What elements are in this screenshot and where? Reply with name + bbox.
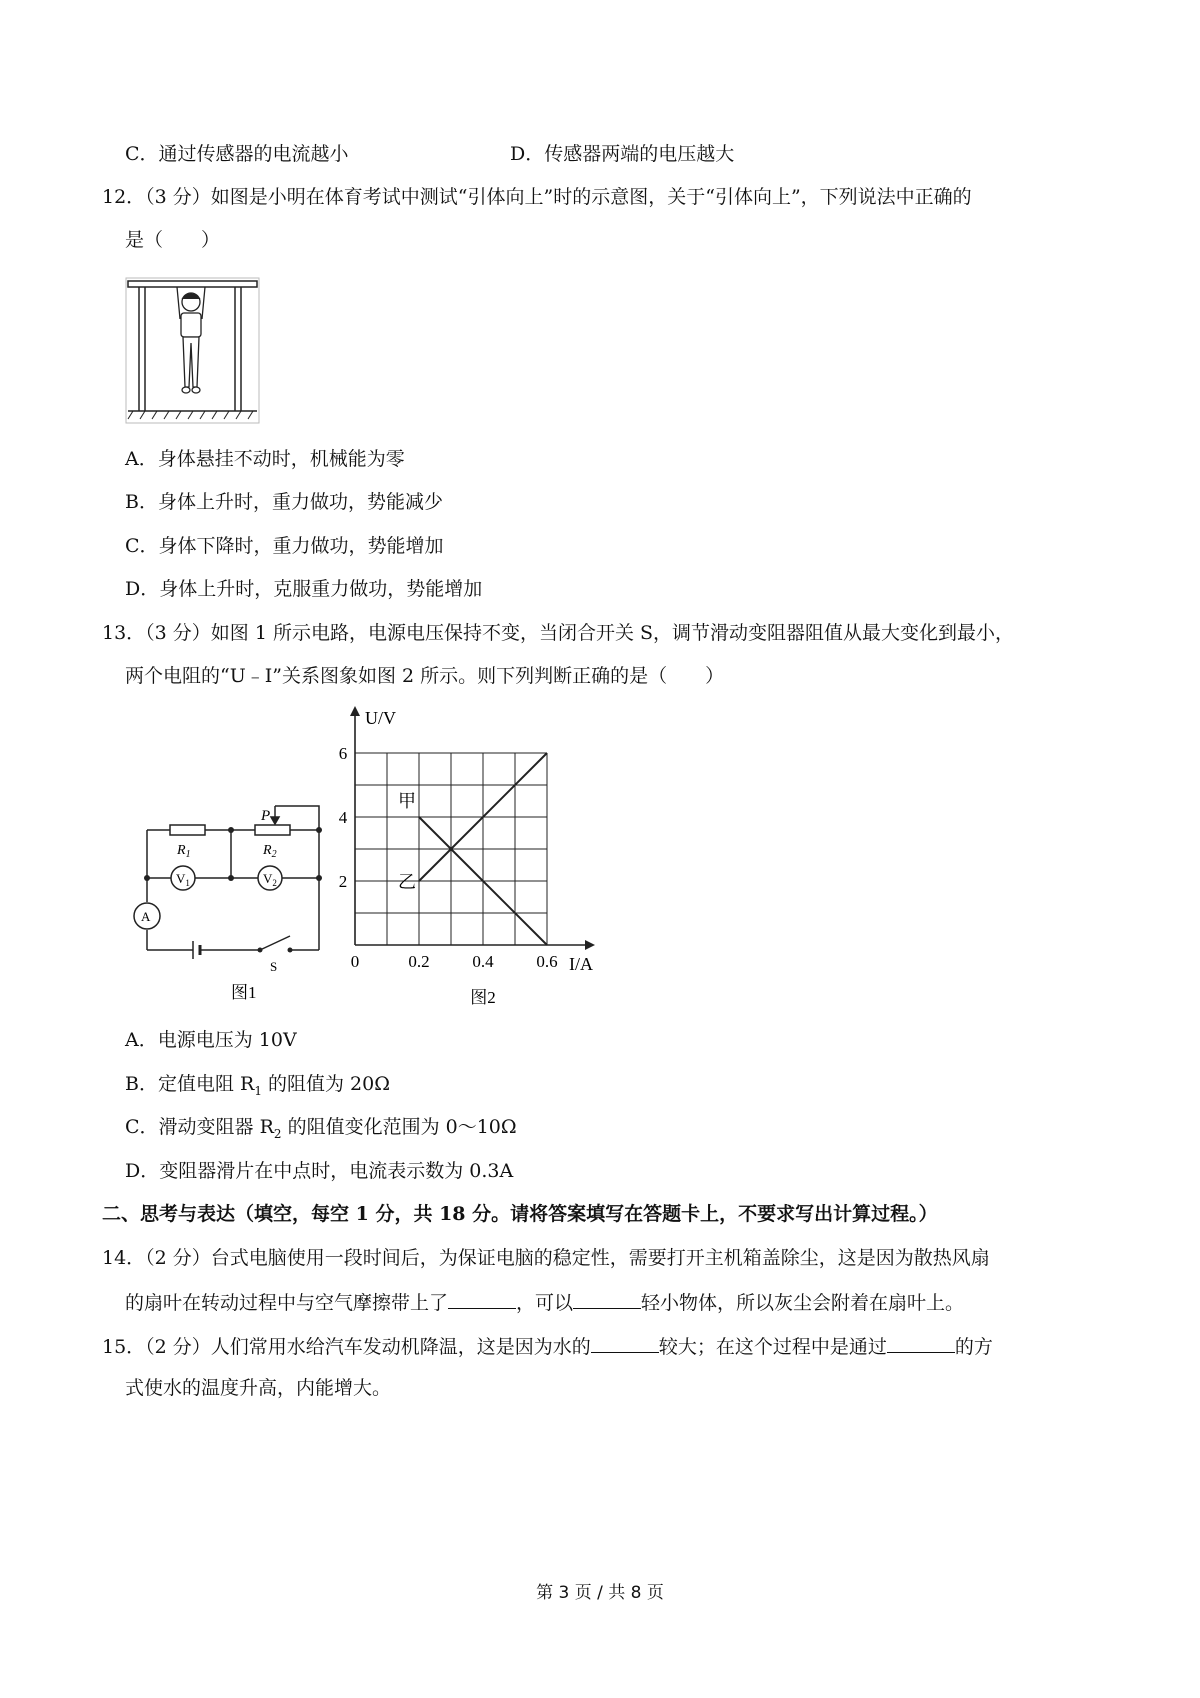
figure2-caption: 图2 [470, 988, 496, 1007]
q14-stem: 14．（2 分）台式电脑使用一段时间后，为保证电脑的稳定性，需要打开主机箱盖除尘，这是因为散热风扇 [102, 1247, 990, 1269]
y-tick-label: 2 [338, 872, 348, 891]
q13-stem-cont: 两个电阻的“U﹣I”关系图象如图 2 所示。则下列判断正确的是（ ） [125, 665, 725, 687]
v2-label: V [263, 871, 273, 886]
ammeter-label: A [141, 909, 151, 924]
v1-label: V [176, 871, 186, 886]
r2-label: R [263, 843, 272, 858]
q12-option-c: C．身体下降时，重力做功，势能增加 [125, 535, 444, 557]
q15-stem-cont: 式使水的温度升高，内能增大。 [125, 1377, 392, 1399]
q15-stem: 15．（2 分）人们常用水给汽车发动机降温，这是因为水的 较大；在这个过程中是通过 的方 [102, 1332, 993, 1360]
svg-text:R1: $R_1$ [177, 843, 191, 860]
svg-text:V2: $V_2$ [263, 871, 277, 888]
q15-blank-1[interactable] [591, 1332, 659, 1353]
y-tick-label: 4 [338, 808, 348, 827]
slider-label: P [261, 808, 271, 824]
x-tick-label: 0.6 [536, 952, 558, 971]
q12-option-d: D．身体上升时，克服重力做功，势能增加 [125, 578, 483, 600]
svg-text:R2: $R_2$ [263, 843, 277, 860]
q13-option-b: B．定值电阻 $R_1$ 的阻值为 20Ω [125, 1073, 390, 1098]
pullup-figure [125, 277, 260, 424]
page-footer: 第 3 页 / 共 8 页 [536, 1583, 664, 1603]
q12-stem-cont: 是（ ） [125, 229, 221, 251]
y-axis-label: U/V [365, 708, 396, 728]
x-tick-label: 0.2 [408, 952, 430, 971]
q12-option-a: A．身体悬挂不动时，机械能为零 [125, 448, 405, 470]
switch-label: S [270, 959, 278, 974]
x-tick-label: 0 [350, 952, 360, 971]
x-axis-arrow [585, 940, 595, 950]
q14-blank-1[interactable] [448, 1288, 516, 1309]
r1-label: R [177, 843, 186, 858]
series-label-2: 乙 [398, 872, 416, 892]
q13-stem: 13．（3 分）如图 1 所示电路，电源电压保持不变，当闭合开关 S，调节滑动变阻器阻值从最大变化到最小， [102, 622, 1015, 644]
y-tick-label: 6 [338, 744, 348, 763]
x-axis-label: I/A [569, 954, 593, 974]
q11-option-c: C．通过传感器的电流越小 [125, 143, 349, 165]
q13-option-d: D．变阻器滑片在中点时，电流表示数为 0.3A [125, 1160, 514, 1182]
q15-blank-2[interactable] [887, 1332, 955, 1353]
q13-option-a: A．电源电压为 10V [125, 1029, 297, 1051]
section2-heading: 二、思考与表达（填空，每空 1 分，共 18 分。请将答案填写在答题卡上，不要求写出计算过程。） [102, 1203, 938, 1225]
q13-option-c: C．滑动变阻器 $R_2$ 的阻值变化范围为 0～10Ω [125, 1116, 517, 1141]
q11-option-d: D．传感器两端的电压越大 [510, 143, 735, 165]
q12-stem: 12．（3 分）如图是小明在体育考试中测试“引体向上”时的示意图，关于“引体向上”，下列说法中正确的 [102, 186, 972, 208]
ui-chart [325, 700, 615, 1020]
circuit-diagram [125, 800, 330, 1010]
series-label-1: 甲 [398, 791, 416, 811]
q12-option-b: B．身体上升时，重力做功，势能减少 [125, 491, 443, 513]
x-tick-label: 0.4 [472, 952, 494, 971]
svg-text:V1: $V_1$ [176, 871, 190, 888]
y-axis-arrow [350, 706, 360, 716]
q14-stem-cont: 的扇叶在转动过程中与空气摩擦带上了 ，可以 轻小物体，所以灰尘会附着在扇叶上。 [125, 1288, 964, 1316]
figure1-caption: 图1 [231, 983, 257, 1002]
q14-blank-2[interactable] [573, 1288, 641, 1309]
